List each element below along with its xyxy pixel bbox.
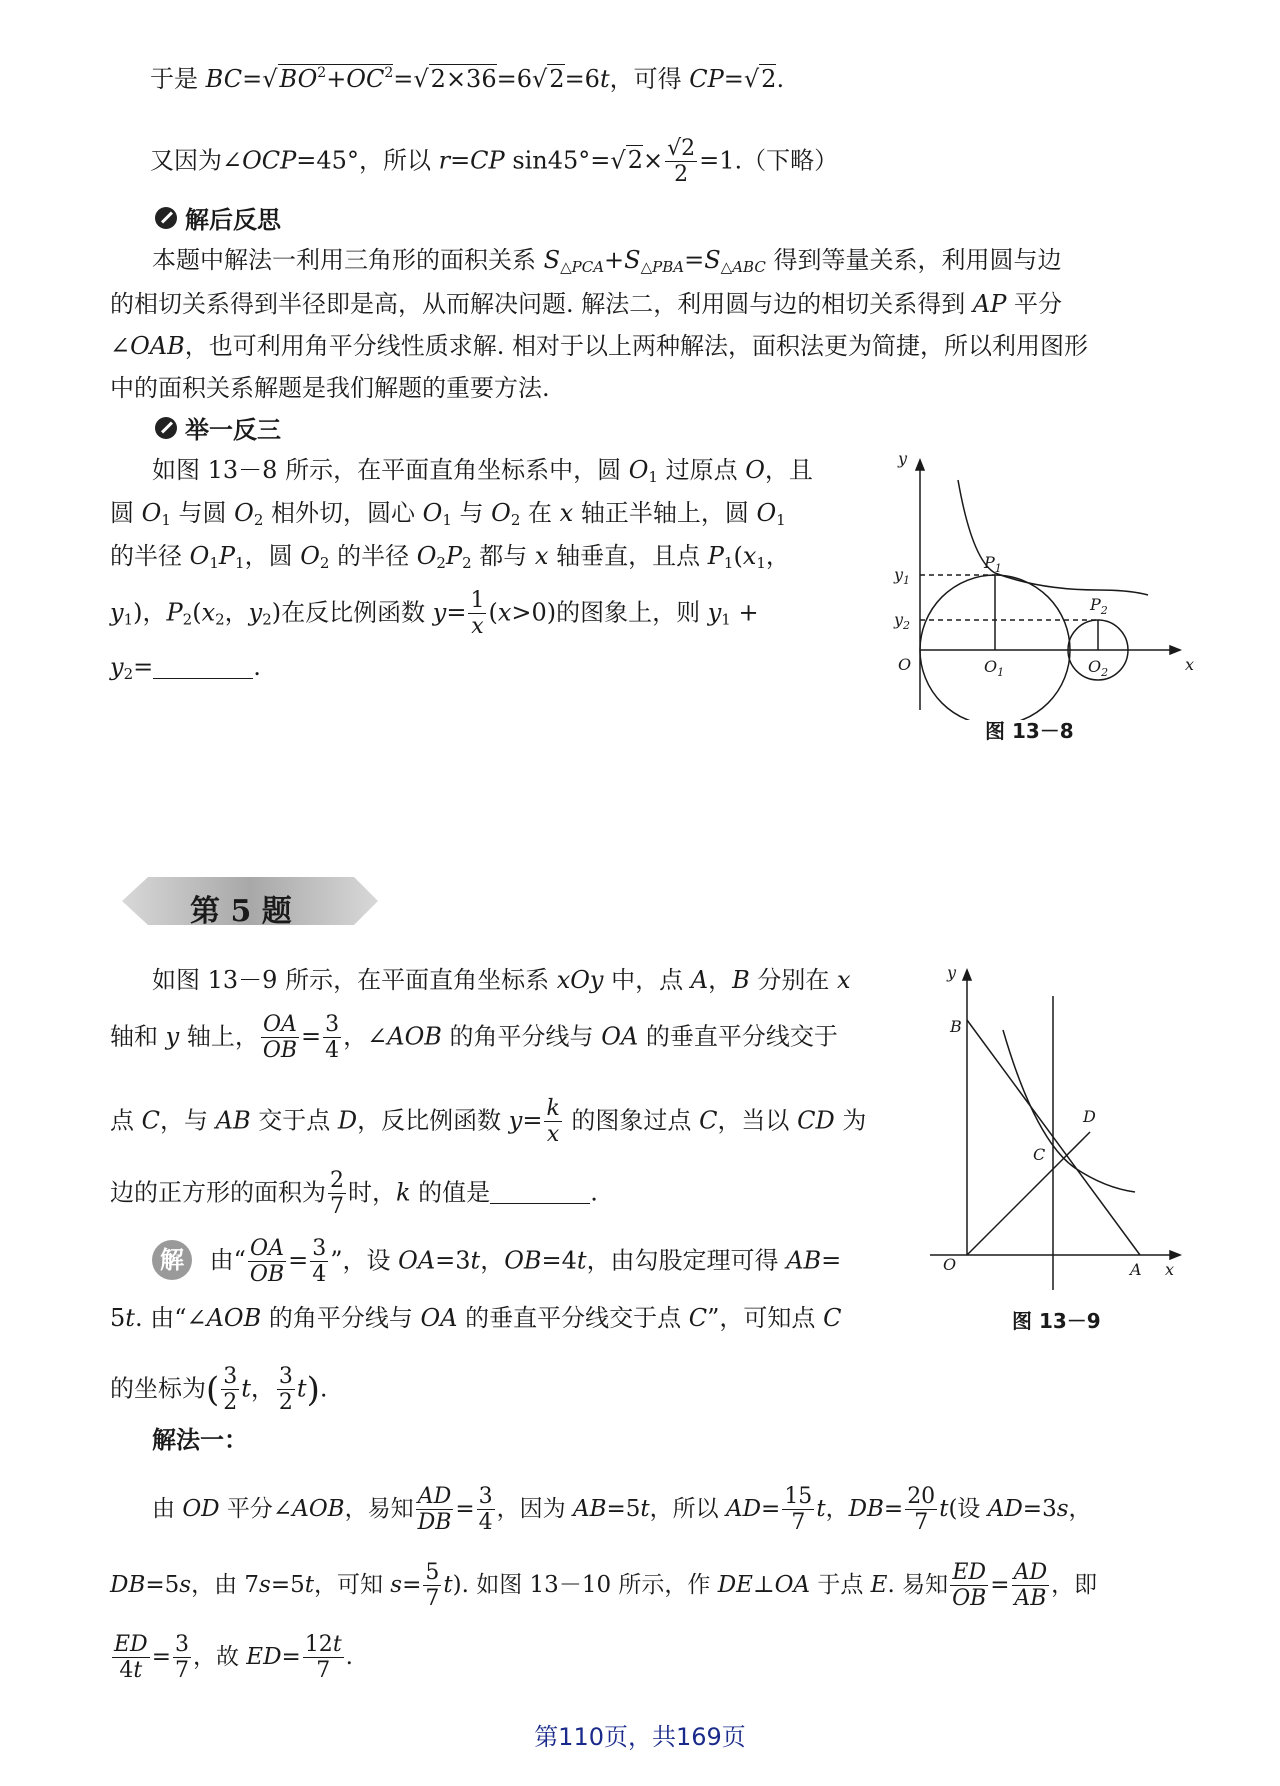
x-axis-arrow-icon <box>1170 1251 1180 1259</box>
label-o: O <box>943 1255 957 1274</box>
solution-line-2: 5t. 由“∠AOB 的角平分线与 OA 的垂直平分线交于点 C”，可知点 C <box>110 1304 842 1332</box>
reflection-line-1: 本题中解法一利用三角形的面积关系 $S_{\triangle PCA}+S_{\triangle PBA}=S_{\triangle ABC}$ 得到等量关系，利用圆与边 <box>152 246 1062 276</box>
section-heading-reflection: 解后反思 <box>155 200 281 235</box>
label-p2: $P_2$ <box>1090 595 1108 617</box>
reflection-line-2: 的相切关系得到半径即是高，从而解决问题. 解法二，利用圆与边的相切关系得到 AP 平分 <box>110 290 1063 318</box>
angle-bisector-od <box>967 1132 1090 1255</box>
method-line-2: DB=5s，由 7s=5t，可知 s= $\frac{5}{7}$ t). 如图 13－10 所示，作 DE⊥OA 于点 E. 易知 $\frac{ED}{OB}$ = $\frac{AD}{AB}$ ，即 <box>110 1560 1098 1612</box>
label-p1: $P_1$ <box>984 553 1002 575</box>
hyperbola-curve <box>958 480 1148 595</box>
fraction: $\frac{3}{4}$ <box>478 1484 493 1536</box>
fraction: $\frac{15}{7}$ <box>784 1484 813 1536</box>
text-line-ocp: 又因为∠OCP=45°，所以 r=CP sin45°=√2× $\frac{√2}{2}$ =1.（下略） <box>150 136 839 188</box>
fraction: $\frac{k}{x}$ <box>546 1096 560 1148</box>
label-o2: $O_2$ <box>1088 657 1109 679</box>
fraction: $\frac{3}{2}$ <box>223 1364 238 1416</box>
problem-title: 第 5 题 <box>190 894 292 929</box>
variant-line-2: 圆 $O_1$ 与圆 $O_2$ 相外切，圆心 $O_1$ 与 $O_2$ 在 x 轴正半轴上，圆 $O_1$ <box>110 499 786 529</box>
fraction: $\frac{3}{7}$ <box>174 1632 189 1684</box>
problem-line-3: 点 C，与 AB 交于点 D，反比例函数 y= $\frac{k}{x}$ 的图象过点 C，当以 CD 为 <box>110 1096 867 1148</box>
y-axis-arrow-icon <box>916 460 924 470</box>
page-indicator: 第110页，共169页 <box>534 1723 746 1751</box>
section-heading-variant: 举一反三 <box>155 410 281 445</box>
fraction: $\frac{3}{2}$ <box>278 1364 293 1416</box>
fraction: $\frac{2}{7}$ <box>330 1168 344 1220</box>
pen-icon <box>155 207 177 229</box>
method-line-3: $\frac{ED}{4t}$ = $\frac{3}{7}$ ，故 ED= $\frac{12t}{7}$ . <box>114 1632 353 1684</box>
method-line-1: 由 OD 平分∠AOB，易知 $\frac{AD}{DB}$ = $\frac{3}{4}$ ，因为 AB=5t，所以 AD= $\frac{15}{7}$ t，DB= $\frac{20}{7}$ t(设 AD=3s， <box>152 1484 1092 1536</box>
label-o: O <box>898 655 912 674</box>
problem-line-4: 边的正方形的面积为 $\frac{2}{7}$ 时，k 的值是 . <box>110 1168 598 1220</box>
label-y: y <box>947 963 957 982</box>
figure-13-8 <box>880 450 1200 720</box>
fraction: $\frac{5}{7}$ <box>425 1560 440 1612</box>
label-y1: $y_1$ <box>894 565 911 587</box>
text-line-bc: 于是 $BC=√BO^2+OC^2=√2\times 36=6√2=6t$，可得 CP=√2. <box>150 65 785 93</box>
fraction: $\frac{3}{4}$ <box>312 1236 327 1288</box>
label-y2: $y_2$ <box>894 610 911 632</box>
reflection-line-3: ∠OAB，也可利用角平分线性质求解. 相对于以上两种解法，面积法更为简捷，所以利用图形 <box>110 332 1089 360</box>
fraction: $\frac{AD}{AB}$ <box>1013 1560 1048 1612</box>
label-x: x <box>1165 1260 1175 1279</box>
fraction: $\frac{3}{4}$ <box>325 1012 340 1064</box>
figure-caption-13-8: 图 13－8 <box>985 719 1074 743</box>
figure-caption-13-9: 图 13－9 <box>1012 1309 1101 1333</box>
label-b: B <box>950 1017 962 1036</box>
problem-line-2: 轴和 y 轴上， $\frac{OA}{OB}$ = $\frac{3}{4}$ ，∠AOB 的角平分线与 OA 的垂直平分线交于 <box>110 1012 838 1064</box>
fraction: $\frac{12t}{7}$ <box>304 1632 342 1684</box>
answer-blank <box>490 1183 590 1204</box>
solution-badge: 解 <box>152 1240 192 1280</box>
problem-line-1: 如图 13－9 所示，在平面直角坐标系 xOy 中，点 A，B 分别在 x <box>152 966 851 994</box>
fraction: $\frac{AD}{DB}$ <box>417 1484 452 1536</box>
solution-line-1: 解 由“ $\frac{OA}{OB}$ = $\frac{3}{4}$ ”，设 OA=3t，OB=4t，由勾股定理可得 AB= <box>152 1236 841 1288</box>
variant-line-5: $y_2=$ . <box>110 653 261 683</box>
fraction: $\frac{1}{x}$ <box>470 588 485 640</box>
answer-blank <box>153 658 253 679</box>
fraction: $\frac{20}{7}$ <box>907 1484 936 1536</box>
fraction: $\frac{ED}{4t}$ <box>114 1632 148 1684</box>
fraction: $\frac{OA}{OB}$ <box>249 1236 285 1288</box>
fraction: $\frac{OA}{OB}$ <box>262 1012 298 1064</box>
hyperbola-curve <box>1003 1030 1135 1192</box>
label-c: C <box>1033 1145 1046 1164</box>
variant-line-4: $y_1$)，$P_2(x_2$，$y_2$)在反比例函数 y= $\frac{1}{x}$ (x>0)的图象上，则 $y_1$ + <box>110 588 759 640</box>
x-axis-arrow-icon <box>1170 646 1180 654</box>
fraction: $\frac{ED}{OB}$ <box>952 1560 987 1612</box>
figure-13-9 <box>925 960 1195 1295</box>
label-a: A <box>1130 1260 1142 1279</box>
label-x: x <box>1185 655 1195 674</box>
label-o1: $O_1$ <box>984 657 1005 679</box>
reflection-line-4: 中的面积关系解题是我们解题的重要方法. <box>110 374 550 402</box>
variant-line-3: 的半径 $O_1P_1$，圆 $O_2$ 的半径 $O_2P_2$ 都与 x 轴垂直，且点 $P_1(x_1$， <box>110 542 790 572</box>
label-y: y <box>898 450 908 468</box>
label-d: D <box>1083 1107 1096 1126</box>
method-1-heading: 解法一： <box>152 1426 248 1454</box>
variant-line-1: 如图 13－8 所示，在平面直角坐标系中，圆 $O_1$ 过原点 O，且 <box>152 456 813 486</box>
pen-icon <box>155 417 177 439</box>
fraction: $\frac{√2}{2}$ <box>667 136 696 188</box>
y-axis-arrow-icon <box>963 970 971 980</box>
solution-line-3: 的坐标为( $\frac{3}{2}$ t， $\frac{3}{2}$ t). <box>110 1364 328 1416</box>
